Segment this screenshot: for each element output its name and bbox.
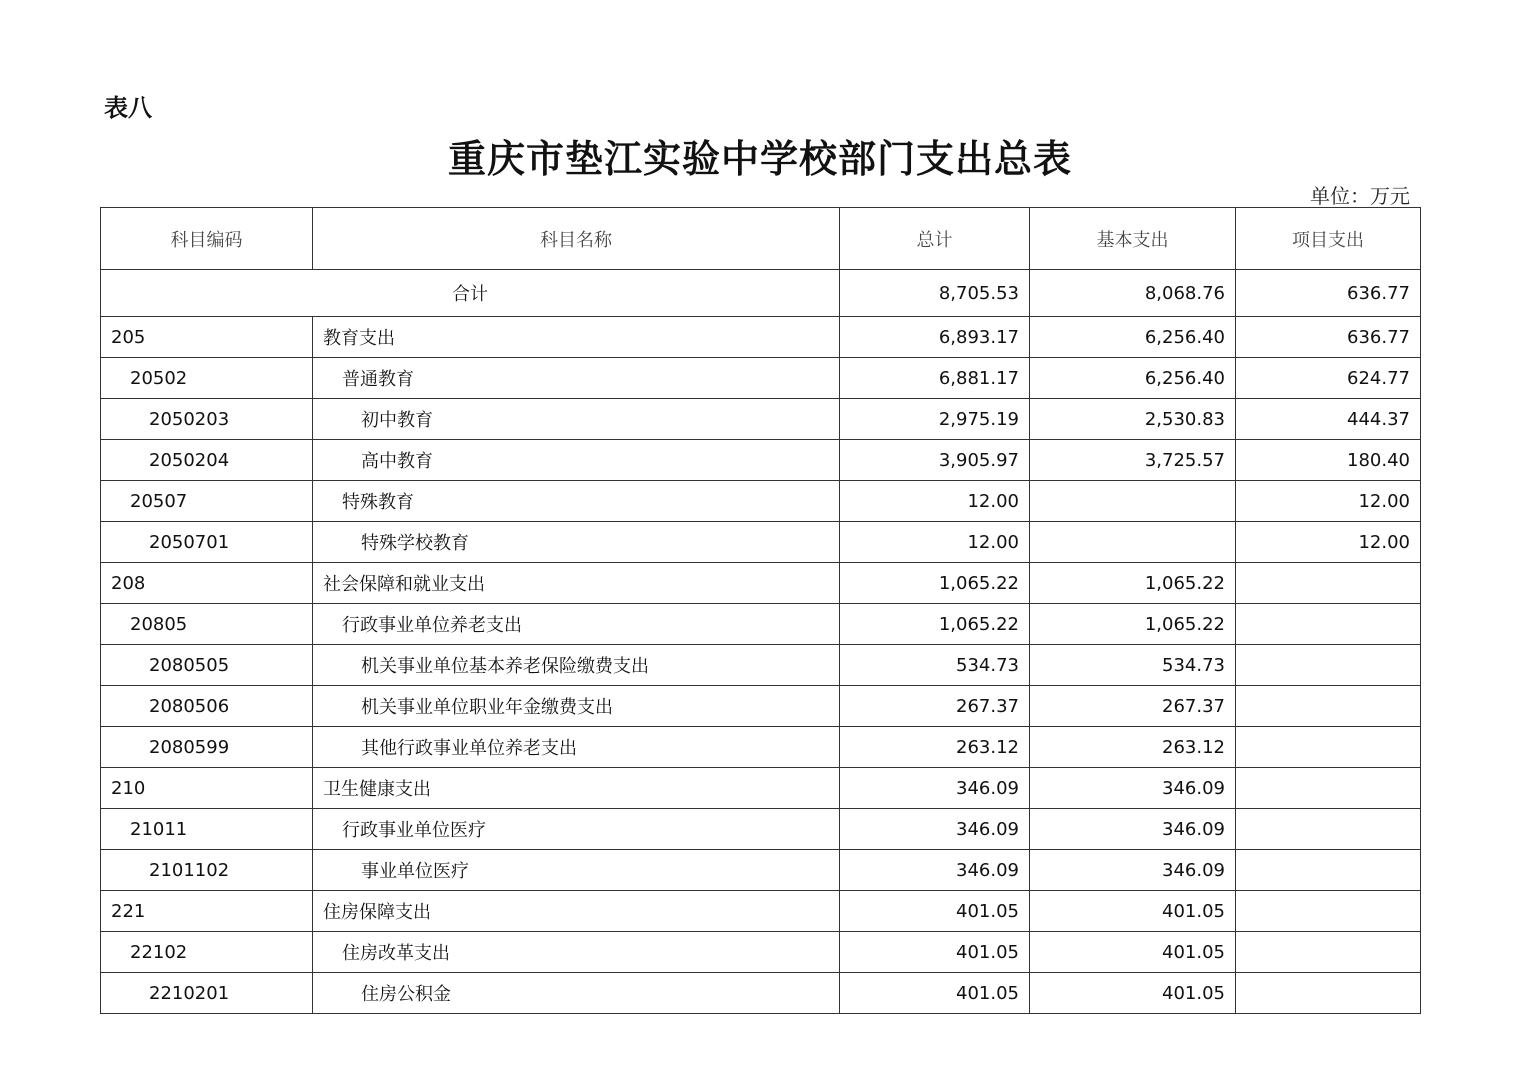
total-row (101, 270, 1421, 317)
row-basic: 401.05 (1030, 973, 1236, 1014)
row-name: 住房改革支出 (313, 932, 840, 973)
row-basic: 346.09 (1030, 809, 1236, 850)
row-name: 特殊教育 (313, 481, 840, 522)
row-basic: 401.05 (1030, 891, 1236, 932)
table-number-label: 表八 (104, 94, 152, 122)
header-basic: 基本支出 (1030, 208, 1236, 270)
row-name: 事业单位医疗 (313, 850, 840, 891)
row-code: 2080505 (101, 645, 313, 686)
row-basic: 263.12 (1030, 727, 1236, 768)
table-header-row (101, 208, 1421, 270)
row-total: 267.37 (840, 686, 1030, 727)
header-total: 总计 (840, 208, 1030, 270)
header-name: 科目名称 (313, 208, 840, 270)
row-project (1236, 932, 1421, 973)
row-project: 636.77 (1236, 317, 1421, 358)
row-total: 12.00 (840, 522, 1030, 563)
row-name: 特殊学校教育 (313, 522, 840, 563)
table-row (101, 522, 1421, 563)
row-total: 12.00 (840, 481, 1030, 522)
row-total: 6,893.17 (840, 317, 1030, 358)
table-row (101, 850, 1421, 891)
unit-label: 单位：万元 (1310, 184, 1410, 208)
row-code: 20502 (101, 358, 313, 399)
header-code: 科目编码 (101, 208, 313, 270)
row-project (1236, 850, 1421, 891)
row-project (1236, 604, 1421, 645)
row-total: 1,065.22 (840, 563, 1030, 604)
row-total: 3,905.97 (840, 440, 1030, 481)
row-project (1236, 973, 1421, 1014)
row-project: 444.37 (1236, 399, 1421, 440)
row-code: 2210201 (101, 973, 313, 1014)
row-basic: 3,725.57 (1030, 440, 1236, 481)
table-row (101, 768, 1421, 809)
row-name: 行政事业单位医疗 (313, 809, 840, 850)
row-code: 2080506 (101, 686, 313, 727)
row-code: 2050701 (101, 522, 313, 563)
row-total: 346.09 (840, 768, 1030, 809)
row-basic (1030, 522, 1236, 563)
row-name: 机关事业单位基本养老保险缴费支出 (313, 645, 840, 686)
header-project: 项目支出 (1236, 208, 1421, 270)
row-project: 12.00 (1236, 481, 1421, 522)
row-total: 6,881.17 (840, 358, 1030, 399)
total-project: 636.77 (1236, 270, 1421, 317)
row-name: 高中教育 (313, 440, 840, 481)
row-code: 210 (101, 768, 313, 809)
table-row (101, 645, 1421, 686)
row-code: 22102 (101, 932, 313, 973)
total-sum: 8,705.53 (840, 270, 1030, 317)
table-row (101, 317, 1421, 358)
row-code: 205 (101, 317, 313, 358)
page-title: 重庆市垫江实验中学校部门支出总表 (447, 136, 1072, 181)
table-row (101, 973, 1421, 1014)
table-row (101, 727, 1421, 768)
table-row (101, 891, 1421, 932)
row-total: 401.05 (840, 973, 1030, 1014)
row-name: 初中教育 (313, 399, 840, 440)
row-total: 346.09 (840, 809, 1030, 850)
row-total: 534.73 (840, 645, 1030, 686)
row-basic: 401.05 (1030, 932, 1236, 973)
row-code: 221 (101, 891, 313, 932)
row-project (1236, 768, 1421, 809)
total-basic: 8,068.76 (1030, 270, 1236, 317)
row-code: 2080599 (101, 727, 313, 768)
row-project (1236, 686, 1421, 727)
row-basic: 1,065.22 (1030, 604, 1236, 645)
row-code: 208 (101, 563, 313, 604)
table-row (101, 399, 1421, 440)
expenditure-table (100, 207, 1421, 1014)
row-project: 180.40 (1236, 440, 1421, 481)
row-name: 社会保障和就业支出 (313, 563, 840, 604)
table-row (101, 563, 1421, 604)
table-row (101, 604, 1421, 645)
row-code: 2101102 (101, 850, 313, 891)
row-name: 普通教育 (313, 358, 840, 399)
row-total: 263.12 (840, 727, 1030, 768)
row-project: 12.00 (1236, 522, 1421, 563)
row-basic: 6,256.40 (1030, 317, 1236, 358)
row-project: 624.77 (1236, 358, 1421, 399)
row-total: 401.05 (840, 932, 1030, 973)
row-project (1236, 727, 1421, 768)
row-code: 2050203 (101, 399, 313, 440)
row-project (1236, 645, 1421, 686)
row-code: 2050204 (101, 440, 313, 481)
table-row (101, 481, 1421, 522)
row-basic: 534.73 (1030, 645, 1236, 686)
table-row (101, 932, 1421, 973)
row-basic: 346.09 (1030, 768, 1236, 809)
row-basic: 346.09 (1030, 850, 1236, 891)
row-project (1236, 891, 1421, 932)
row-total: 401.05 (840, 891, 1030, 932)
table-row (101, 686, 1421, 727)
row-name: 其他行政事业单位养老支出 (313, 727, 840, 768)
row-name: 教育支出 (313, 317, 840, 358)
row-name: 行政事业单位养老支出 (313, 604, 840, 645)
row-basic (1030, 481, 1236, 522)
row-project (1236, 563, 1421, 604)
row-total: 2,975.19 (840, 399, 1030, 440)
row-basic: 6,256.40 (1030, 358, 1236, 399)
row-name: 机关事业单位职业年金缴费支出 (313, 686, 840, 727)
row-code: 21011 (101, 809, 313, 850)
row-total: 346.09 (840, 850, 1030, 891)
row-basic: 2,530.83 (1030, 399, 1236, 440)
table-row (101, 440, 1421, 481)
table-row (101, 358, 1421, 399)
row-name: 住房保障支出 (313, 891, 840, 932)
table-row (101, 809, 1421, 850)
row-project (1236, 809, 1421, 850)
row-basic: 267.37 (1030, 686, 1236, 727)
row-name: 卫生健康支出 (313, 768, 840, 809)
row-name: 住房公积金 (313, 973, 840, 1014)
row-code: 20507 (101, 481, 313, 522)
row-basic: 1,065.22 (1030, 563, 1236, 604)
row-total: 1,065.22 (840, 604, 1030, 645)
row-code: 20805 (101, 604, 313, 645)
total-label: 合计 (101, 270, 840, 317)
